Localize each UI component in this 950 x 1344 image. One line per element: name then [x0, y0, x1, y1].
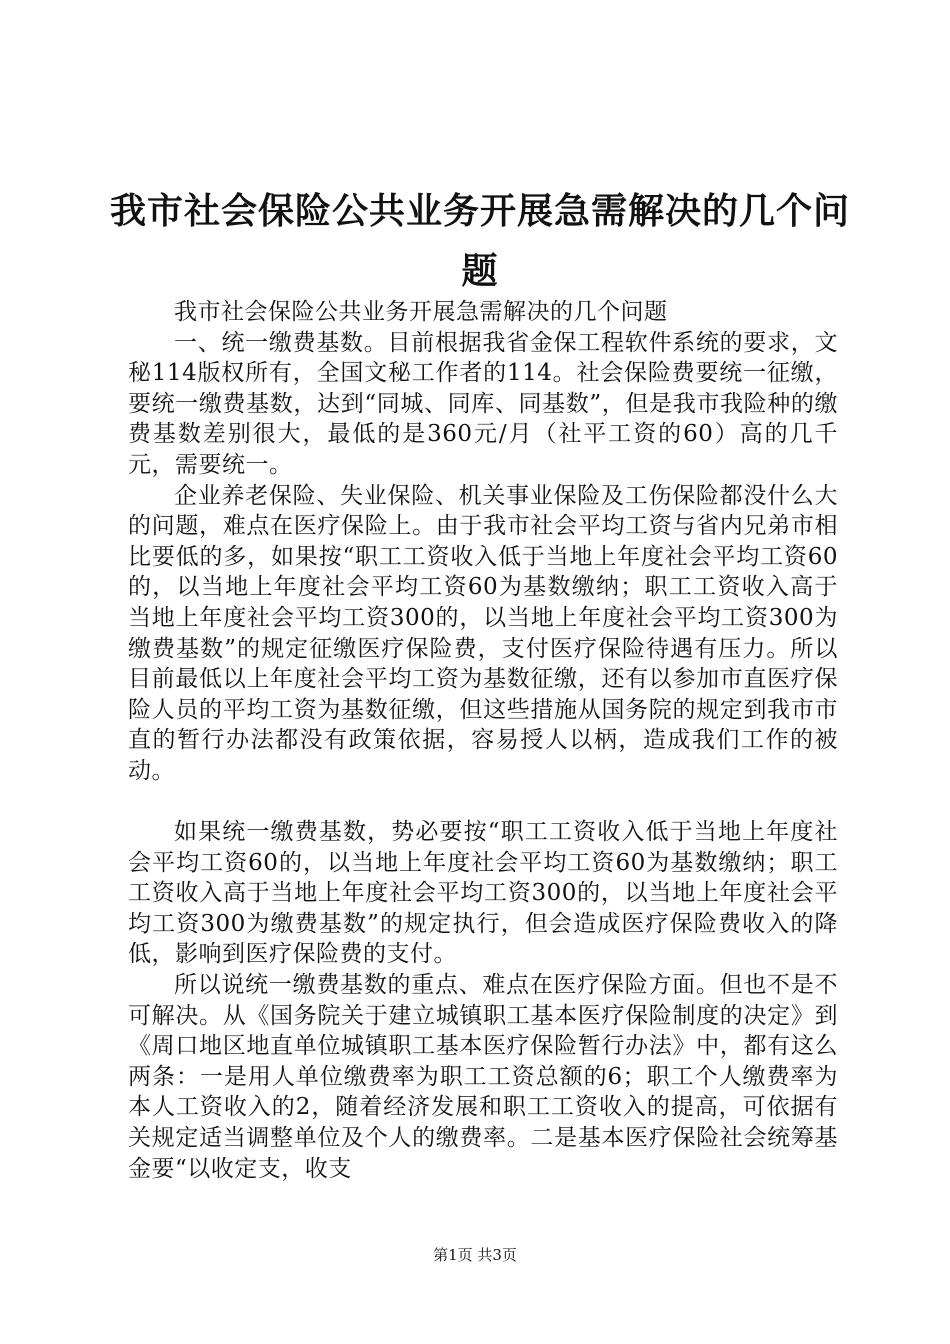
paragraph-unify-base-effect: 如果统一缴费基数，势必要按“职工工资收入低于当地上年度社会平均工资60的，以当地上年度社会平均工资60为基数缴纳；职工工资收入高于当地上年度社会平均工资300的，以当地上年度社会平均工资300为缴费基数”的规定执行，但会造成医疗保险费收入的降低，影响到医疗保险费的支付。 — [128, 819, 838, 968]
paragraph-medical-insurance-difficulty: 企业养老保险、失业保险、机关事业保险及工伤保险都没什么大的问题，难点在医疗保险上。由于我市社会平均工资与省内兄弟市相比要低的多，如果按“职工工资收入低于当地上年度社会平均工资60的，以当地上年度社会平均工资60为基数缴纳；职工工资收入高于当地上年度社会平均工资300的，以当地上年度社会平均工资300为缴费基数”的规定征缴医疗保险费，支付医疗保险待遇有压力。所以目前最低以上年度社会平均工资为基数征缴，还有以参加市直医疗保险人员的平均工资为基数征缴，但这些措施从国务院的规定到我市市直的暂行办法都没有政策依据，容易授人以柄，造成我们工作的被动。 — [128, 482, 838, 784]
paragraph-contribution-base: 一、统一缴费基数。目前根据我省金保工程软件系统的要求，文秘114版权所有，全国文秘工作者的114。社会保险费要统一征缴，要统一缴费基数，达到“同城、同库、同基数”，但是我市我险种的缴费基数差别很大，最低的是360元/月（社平工资的60）高的几千元，需要统一。 — [128, 329, 838, 478]
document-title: 我市社会保险公共业务开展急需解决的几个问题 — [110, 191, 851, 292]
paragraph-solution: 所以说统一缴费基数的重点、难点在医疗保险方面。但也不是不可解决。从《国务院关于建立城镇职工基本医疗保险制度的决定》到《周口地区地直单位城镇职工基本医疗保险暂行办法》中，都有这么两条：一是用人单位缴费率为职工工资总额的6；职工个人缴费率为本人工资收入的2，随着经济发展和职工工资收入的提高，可依据有关规定适当调整单位及个人的缴费率。二是基本医疗保险社会统筹基金要“以收定支，收支 — [128, 972, 838, 1182]
document-body — [128, 297, 838, 1184]
page-number-footer: 第1页 共3页 — [433, 1246, 517, 1264]
paragraph-subtitle: 我市社会保险公共业务开展急需解决的几个问题 — [174, 299, 668, 325]
